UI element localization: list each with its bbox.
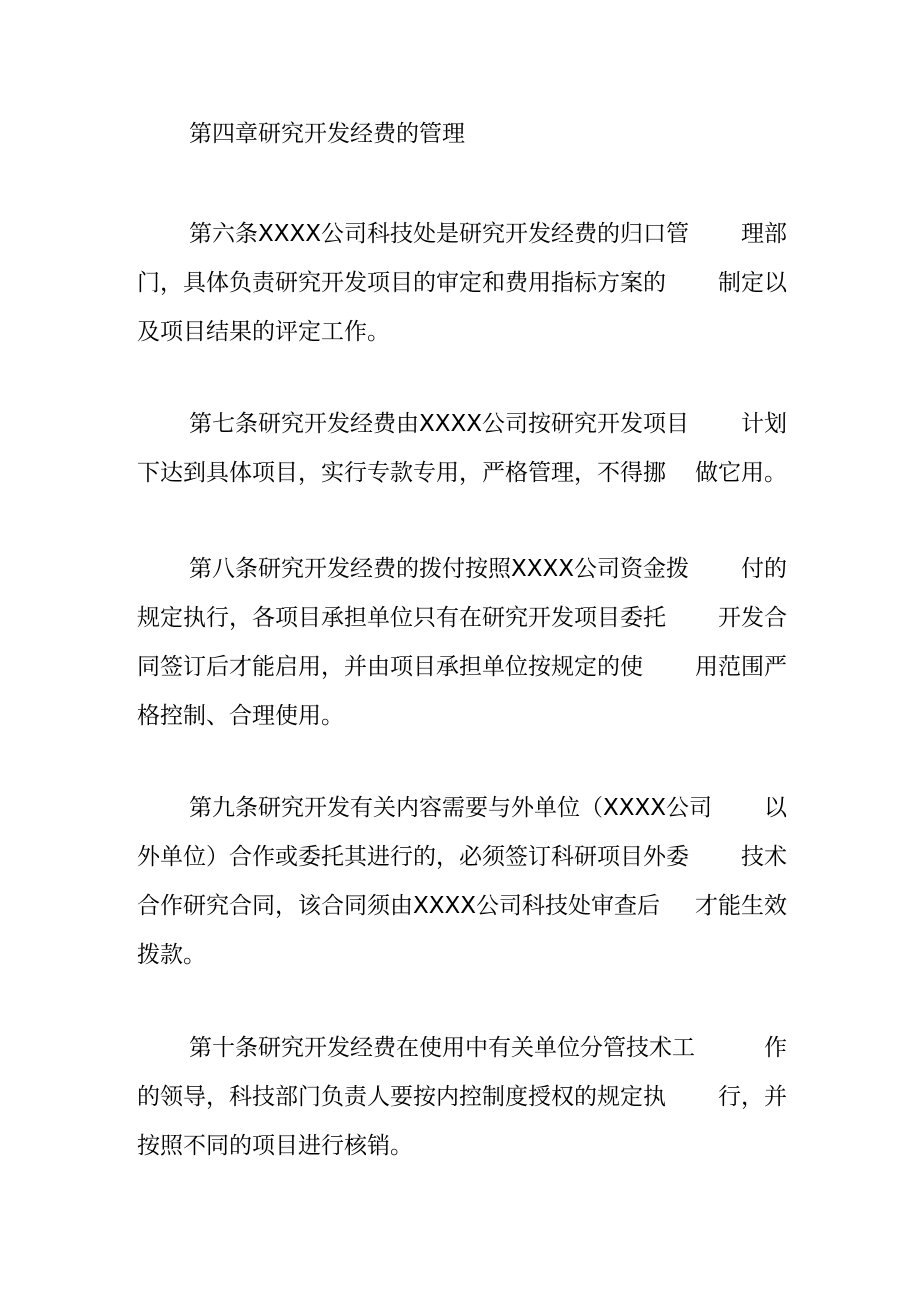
text-line: 格控制、合理使用。 xyxy=(137,703,344,729)
text-line: 的领导，科技部门负责人要按内控制度授权的规定执 行，并 xyxy=(137,1084,787,1110)
text-line: 第六条XXXX公司科技处是研究开发经费的归口管 理部 xyxy=(189,221,787,247)
text-line: 合作研究合同，该合同须由XXXX公司科技处审查后 才能生效 xyxy=(137,893,787,919)
text-line: 第八条研究开发经费的拨付按照XXXX公司资金拨 付的 xyxy=(189,556,787,582)
text-line: 及项目结果的评定工作。 xyxy=(137,319,390,345)
article-9 xyxy=(137,784,787,980)
text-line: 第十条研究开发经费在使用中有关单位分管技术工 作 xyxy=(189,1035,787,1061)
text-line: 门，具体负责研究开发项目的审定和费用指标方案的 制定以 xyxy=(137,270,787,296)
text-line: 下达到具体项目，实行专款专用，严格管理，不得挪 做它用。 xyxy=(137,460,787,486)
article-10 xyxy=(137,1024,787,1171)
text-line: 同签订后才能启用，并由项目承担单位按规定的使 用范围严 xyxy=(137,654,787,680)
text-line: 外单位）合作或委托其进行的，必须签订科研项目外委 技术 xyxy=(137,844,787,870)
text-line: 按照不同的项目进行核销。 xyxy=(137,1133,413,1159)
text-line: 第九条研究开发有关内容需要与外单位（XXXX公司 以 xyxy=(189,795,787,821)
article-6 xyxy=(137,210,787,357)
text-line: 拨款。 xyxy=(137,942,206,968)
article-7 xyxy=(137,400,787,498)
chapter-heading: 第四章研究开发经费的管理 xyxy=(189,121,465,147)
text-line: 规定执行，各项目承担单位只有在研究开发项目委托 开发合 xyxy=(137,605,787,631)
article-8 xyxy=(137,545,787,741)
text-line: 第七条研究开发经费由XXXX公司按研究开发项目 计划 xyxy=(189,411,787,437)
